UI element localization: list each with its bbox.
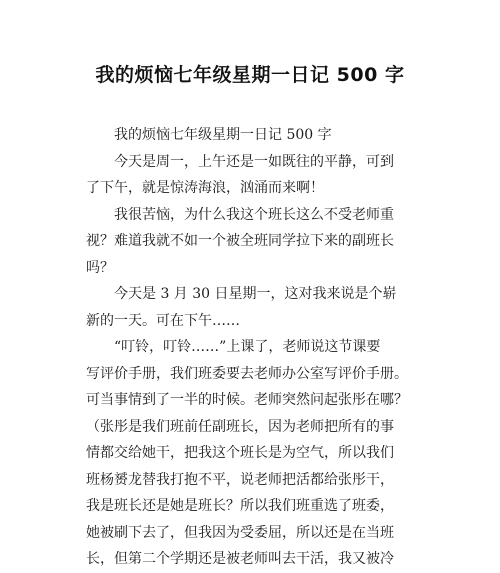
text-line: 今天是 3 月 30 日星期一，这对我来说是个崭 <box>86 286 397 302</box>
text-line: 我的烦恼七年级星期一日记 500 字 <box>86 127 332 143</box>
text-line: 写评价手册，我们班委要去老师办公室写评价手册。 <box>86 365 408 382</box>
text-line: “叮铃，叮铃……”上课了，老师说这节课要 <box>86 339 381 355</box>
text-line: 吗？ <box>86 259 114 276</box>
text-line: 了下午，就是惊涛海浪，汹涌而来啊！ <box>86 180 324 196</box>
text-line: 情都交给她干，把我这个班长是为空气，所以我们 <box>86 445 394 461</box>
text-line: 今天是周一，上午还是一如既往的平静，可到 <box>86 153 394 170</box>
text-line: 可当事情到了一半的时候。老师突然问起张彤在哪？ <box>86 392 408 408</box>
text-line: 长，但第二个学期还是被老师叫去干活，我又被冷 <box>86 551 394 567</box>
text-line: 新的一天。可在下午…… <box>86 312 240 329</box>
text-line: 她被刷下去了，但我因为受委屈，所以还是在当班 <box>86 524 394 541</box>
text-line: 视？难道我就不如一个被全班同学拉下来的副班长 <box>86 233 394 249</box>
text-line: 班杨赟龙替我打抱不平，说老师把活都给张彤干， <box>86 471 394 488</box>
page-title: 我的烦恼七年级星期一日记 500 字 <box>95 64 405 86</box>
article-body <box>86 122 426 573</box>
text-line: 我是班长还是她是班长？所以我们班重选了班委， <box>86 498 394 514</box>
text-line: （张彤是我们班前任副班长，因为老师把所有的事 <box>86 418 394 435</box>
text-line: 我很苦恼，为什么我这个班长这么不受老师重 <box>86 206 394 223</box>
